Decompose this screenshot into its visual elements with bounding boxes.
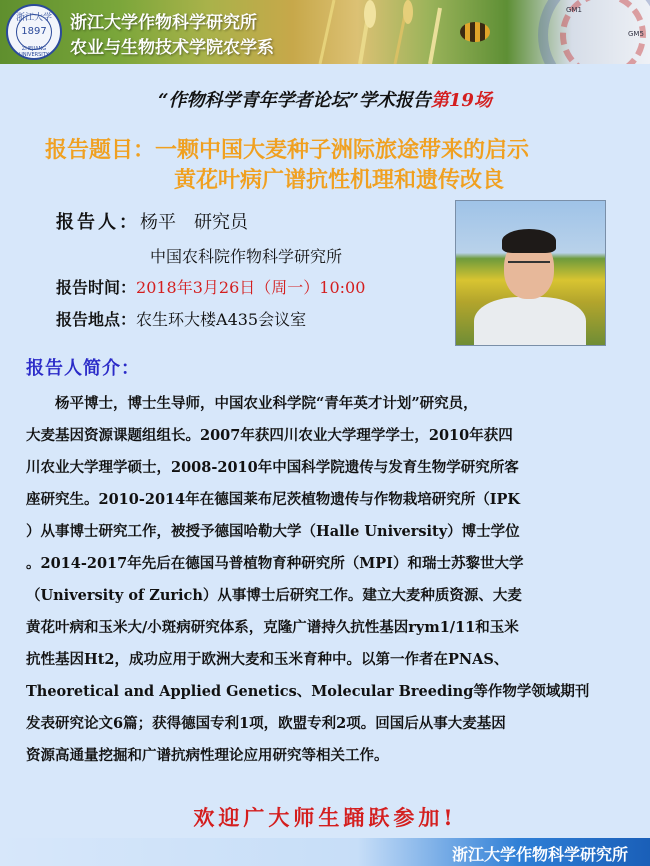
bio-line: 座研究生。2010-2014年在德国莱布尼茨植物遗传与作物栽培研究所（IPK: [26, 491, 521, 508]
genome-label-gm5: GM5: [628, 30, 644, 38]
speaker-name: 杨平 研究员: [140, 212, 248, 233]
place-row: [56, 307, 306, 330]
department-name: 农业与生物技术学院农学系: [70, 38, 274, 58]
speaker-label: 报告人：: [56, 212, 140, 233]
bio-line: 杨平博士，博士生导师，中国农业科学院“青年英才计划”研究员，: [55, 395, 478, 412]
bio-line: 资源高通量挖掘和广谱抗病性理论应用研究等相关工作。: [26, 747, 389, 764]
photo-glasses: [508, 261, 550, 271]
photo-hair: [502, 229, 556, 253]
bio-line: 。2014-2017年先后在德国马普植物育种研究所（MPI）和瑞士苏黎世大学: [26, 555, 524, 572]
speaker-institution: 中国农科院作物科学研究所: [150, 247, 343, 266]
place-value: 农生环大楼A435会议室: [136, 310, 307, 329]
logo-bottom-text: ZHEJIANG UNIVERSITY: [19, 46, 49, 58]
bio-line: 黄花叶病和玉米大/小斑病研究体系，克隆广谱持久抗性基因rym1/11和玉米: [26, 619, 519, 636]
welcome-message: 欢迎广大师生踊跃参加!: [193, 805, 457, 830]
bio-line: ）从事博士研究工作，被授予德国哈勒大学（Halle University）博士学位: [26, 523, 520, 540]
forum-name: “作物科学青年学者论坛”学术报告: [158, 90, 431, 111]
university-logo: [6, 4, 62, 60]
logo-year: 1897: [21, 26, 47, 37]
bio-line: （University of Zurich）从事博士后研究工作。建立大麦种质资源、大麦: [26, 587, 522, 604]
time-row: [56, 275, 365, 298]
footer-institute: 浙江大学作物科学研究所: [451, 845, 628, 864]
time-value: 2018年3月26日（周一）10:00: [136, 278, 366, 297]
logo-top-text: 浙江大学: [15, 13, 52, 23]
speaker-bio: [26, 388, 628, 772]
place-label: 报告地点：: [56, 310, 137, 329]
genome-label-gm1: GM1: [566, 6, 582, 14]
report-title-line1: 报告题目：一颗中国大麦种子洲际旅途带来的启示: [45, 138, 530, 163]
crop-ears-image: [300, 0, 470, 64]
bio-line: 抗性基因Ht2，成功应用于欧洲大麦和玉米育种中。以第一作者在PNAS、: [26, 651, 509, 668]
speaker-photo: [455, 200, 606, 346]
report-title-line2: 黄花叶病广谱抗性机理和遗传改良: [174, 168, 505, 193]
bio-line: 发表研究论文6篇；获得德国专利1项，欧盟专利2项。回国后从事大麦基因: [26, 715, 506, 732]
header-banner: [0, 0, 650, 64]
forum-heading: [0, 86, 650, 112]
footer-bar: [0, 838, 650, 866]
bee-image: [460, 22, 490, 42]
session-number: 第19场: [430, 90, 492, 111]
speaker-row: [56, 208, 248, 234]
photo-shirt: [474, 297, 586, 346]
bio-line: 川农业大学理学硕士，2008-2010年中国科学院遗传与发育生物学研究所客: [26, 459, 519, 476]
time-label: 报告时间：: [56, 278, 137, 297]
intro-heading: 报告人简介：: [26, 358, 140, 379]
bio-line: 大麦基因资源课题组组长。2007年获四川农业大学理学学士，2010年获四: [26, 427, 513, 444]
bio-line: Theoretical and Applied Genetics、Molecular Breeding等作物学领域期刊: [26, 683, 590, 700]
institute-name: 浙江大学作物科学研究所: [70, 13, 257, 33]
